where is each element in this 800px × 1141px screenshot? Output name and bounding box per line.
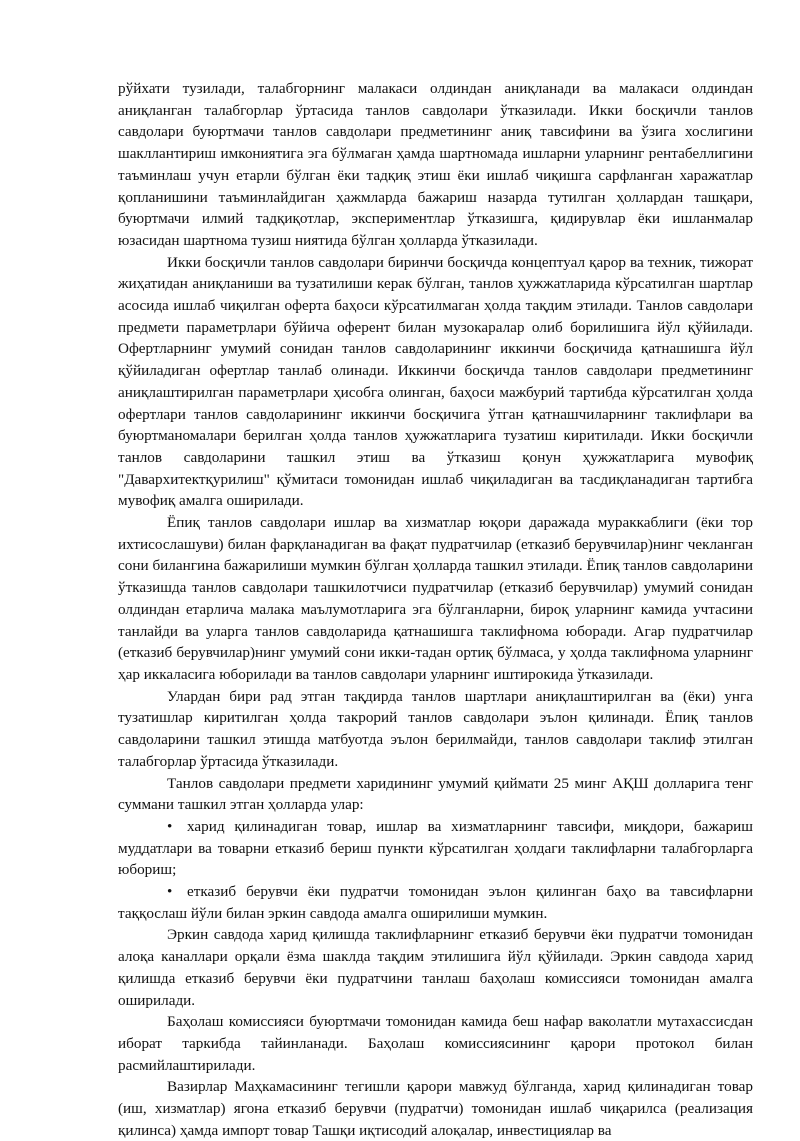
document-page — [118, 78, 753, 1141]
bullet-item-2 — [118, 881, 753, 924]
paragraph-3: Ёпиқ танлов савдолари ишлар ва хизматлар юқори даражада мураккаблиги (ёки тор ихтисослашуви) билан фарқланадиган ва фақат пудратчилар (етказиб берувчилар)нинг чекланган сони билангина бажарилиши мумкин бўлган ҳолларда ташкил этилади. Ёпиқ танлов савдоларини ўтказишда танлов савдолари ташкилотчиси пудратчилар (етказиб берувчилар) умумий сонидан олдиндан етарлича малака маълумотларига эга бўлганларни, бироқ уларнинг камида учтасини танлайди ва уларга танлов савдоларида қатнашишга таклифнома юборади. Агар пудратчилар (етказиб берувчилар)нинг умумий сони икки-тадан ортиқ бўлмаса, у ҳолда таклифнома уларнинг ҳар иккаласига юборилади ва танлов савдолари уларнинг иштирокида ўтказилади. — [118, 514, 753, 683]
paragraph-1: рўйхати тузилади, талабгорнинг малакаси олдиндан аниқланади ва малакаси олдиндан аниқланган талабгорлар ўртасида танлов савдолари ўтказилади. Икки босқичли танлов савдолари буюртмачи танлов савдолари предметининг аниқ тавсифини ва ўзига хослигини шакллантириш имкониятига эга бўлмаган ҳамда шартномада ишларни уларнинг рентабеллигини таъминлаш учун етарли бўлган ёки тадқиқ этиш ёки ишлаб чиқишга сарфланган харажатлар қопланишини таъминлайдиган ҳажмларда бажариш назарда тутилган ҳоллардан ташқари, буюртмачи илмий тадқиқотлар, экспериментлар ўтказишга, қидирувлар ёки ишланмалар юзасидан шартнома тузиш ниятида бўлган ҳолларда ўтказилади. — [118, 80, 753, 249]
bullet-icon: • — [167, 883, 173, 901]
paragraph-7: Баҳолаш комиссияси буюртмачи томонидан камида беш нафар ваколатли мутахассисдан иборат таркибда тайинланади. Баҳолаш комиссиясининг қарори протокол билан расмийлаштирилади. — [118, 1013, 753, 1074]
paragraph-5: Танлов савдолари предмети харидининг умумий қиймати 25 минг АҚШ долларига тенг суммани ташкил этган ҳолларда улар: — [118, 774, 753, 814]
paragraph-6: Эркин савдода харид қилишда таклифларнинг етказиб берувчи ёки пудратчи томонидан алоқа каналлари орқали ёзма шаклда тақдим этилишига йўл қўйилади. Эркин савдода харид қилишда етказиб берувчи ёки пудратчини танлаш баҳолаш комиссияси томонидан амалга оширилади. — [118, 926, 753, 1009]
bullet-text: етказиб берувчи ёки пудратчи томонидан эълон қилинган баҳо ва тавсифларни таққослаш йўли билан эркин савдода амалга оширилиши мумкин. — [118, 883, 753, 922]
paragraph-8: Вазирлар Маҳкамасининг тегишли қарори мавжуд бўлганда, харид қилинадиган товар (иш, хизматлар) ягона етказиб берувчи (пудратчи) томонидан ишлаб чиқарилса (реализация қилинса) ҳамда импорт товар Ташқи иқтисодий алоқалар, инвестициялар ва — [118, 1078, 753, 1139]
paragraph-2: Икки босқичли танлов савдолари биринчи босқичда концептуал қарор ва техник, тижорат жиҳатидан аниқланиши ва тузатилиши керак бўлган, танлов ҳужжатларида кўрсатилган шартлар асосида ишлаб чиқилган оферта баҳоси кўрсатилмаган ҳолда тақдим этилади. Танлов савдолари предмети параметрлари бўйича оферент билан музокаралар олиб борилишига йўл қўйилади. Офертларнинг умумий сонидан танлов савдоларининг иккинчи босқичида қатнашишга йўл қўйиладиган офертлар танлаб олинади. Иккинчи босқичда танлов савдолари предметининг аниқлаштирилган параметрлари ҳисобга олинган, баҳоси мажбурий тартибда кўрсатилган ҳолда офертлари танлов савдоларининг иккинчи босқичига ўтган қатнашчиларнинг таклифлари ва буюртманомалари берилган ҳолда танлов ҳужжатларига тузатиш киритилади. Икки босқичли танлов савдоларини ташкил этиш ва ўтказиш қонун ҳужжатларига мувофиқ "Давархитектқурилиш" қўмитаси томонидан ишлаб чиқиладиган ва тасдиқланадиган тартибга мувофиқ амалга оширилади. — [118, 253, 753, 510]
bullet-item-1 — [118, 816, 753, 881]
bullet-text: харид қилинадиган товар, ишлар ва хизматларнинг тавсифи, миқдори, бажариш муддатлари ва товарни етказиб бериш пункти кўрсатилган ҳолдаги таклифларни талабгорларга юбориш; — [118, 817, 753, 879]
bullet-icon: • — [167, 817, 173, 835]
paragraph-4: Улардан бири рад этган тақдирда танлов шартлари аниқлаштирилган ва (ёки) унга тузатишлар киритилган ҳолда такрорий танлов савдолари эълон қилинади. Ёпиқ танлов савдоларини ташкил этишда матбуотда эълон берилмайди, танлов савдолари таклиф этилган талабгорлар ўртасида ўтказилади. — [118, 687, 753, 770]
